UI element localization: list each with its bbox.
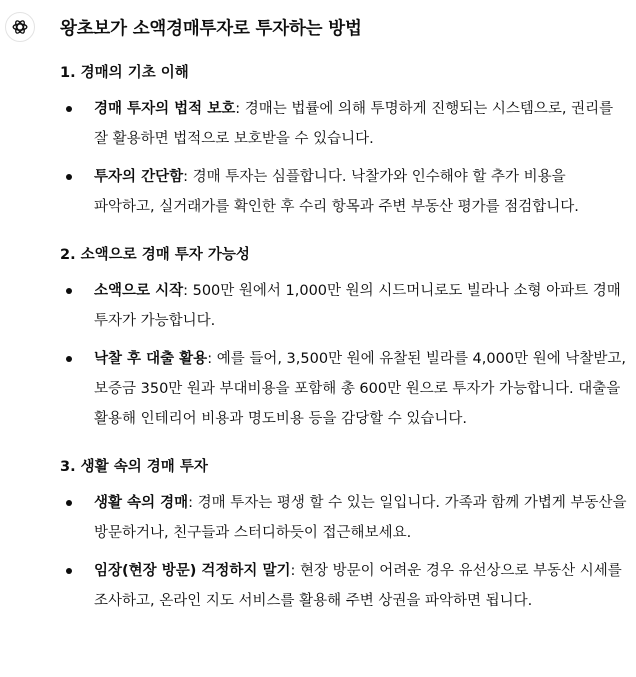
bullet-icon [66, 500, 72, 506]
item-text: : 경매 투자는 평생 할 수 있는 일입니다. 가족과 함께 가볍게 부동산을 방문하거나, 친구들과 스터디하듯이 접근해보세요. [94, 495, 627, 541]
item-text: : 경매 투자는 심플합니다. 낙찰가와 인수해야 할 추가 비용을 파악하고, 실거래가를 확인한 후 수리 항목과 주변 부동산 평가를 점검합니다. [94, 169, 579, 215]
item-term: 임장(현장 방문) 걱정하지 말기 [94, 563, 291, 579]
bullet-icon [66, 106, 72, 112]
list-item [60, 488, 630, 548]
bullet-list [60, 488, 630, 616]
list-item [60, 276, 630, 336]
bullet-icon [66, 356, 72, 362]
item-term: 소액으로 시작 [94, 283, 184, 299]
item-text: : 예를 들어, 3,500만 원에 유찰된 빌라를 4,000만 원에 낙찰받고, 보증금 350만 원과 부대비용을 포함해 총 600만 원으로 투자가 가능합니다. 대출을 활용해 인테리어 비용과 명도비용 등을 감당할 수 있습니다. [94, 351, 626, 427]
item-text: : 현장 방문이 어려운 경우 유선상으로 부동산 시세를 조사하고, 온라인 지도 서비스를 활용해 주변 상권을 파악하면 됩니다. [94, 563, 622, 609]
openai-logo-icon [10, 17, 30, 37]
item-text: : 500만 원에서 1,000만 원의 시드머니로도 빌라나 소형 아파트 경매 투자가 가능합니다. [94, 283, 621, 329]
assistant-avatar [5, 12, 35, 42]
item-term: 투자의 간단함 [94, 169, 184, 185]
item-term: 경매 투자의 법적 보호 [94, 101, 236, 117]
bullet-icon [66, 174, 72, 180]
section-1 [60, 62, 630, 222]
assistant-message [60, 16, 630, 638]
bullet-list [60, 276, 630, 434]
item-text: : 경매는 법률에 의해 투명하게 진행되는 시스템으로, 권리를 잘 활용하면 법적으로 보호받을 수 있습니다. [94, 101, 614, 147]
item-term: 낙찰 후 대출 활용 [94, 351, 208, 367]
bullet-icon [66, 288, 72, 294]
section-2 [60, 244, 630, 434]
bullet-icon [66, 568, 72, 574]
section-heading: 1. 경매의 기초 이해 [60, 65, 189, 81]
section-heading: 2. 소액으로 경매 투자 가능성 [60, 247, 250, 263]
section-3 [60, 456, 630, 616]
list-item [60, 162, 630, 222]
list-item [60, 94, 630, 154]
list-item [60, 344, 630, 434]
message-title: 왕초보가 소액경매투자로 투자하는 방법 [60, 19, 362, 39]
item-term: 생활 속의 경매 [94, 495, 189, 511]
list-item [60, 556, 630, 616]
section-heading: 3. 생활 속의 경매 투자 [60, 459, 208, 475]
bullet-list [60, 94, 630, 222]
